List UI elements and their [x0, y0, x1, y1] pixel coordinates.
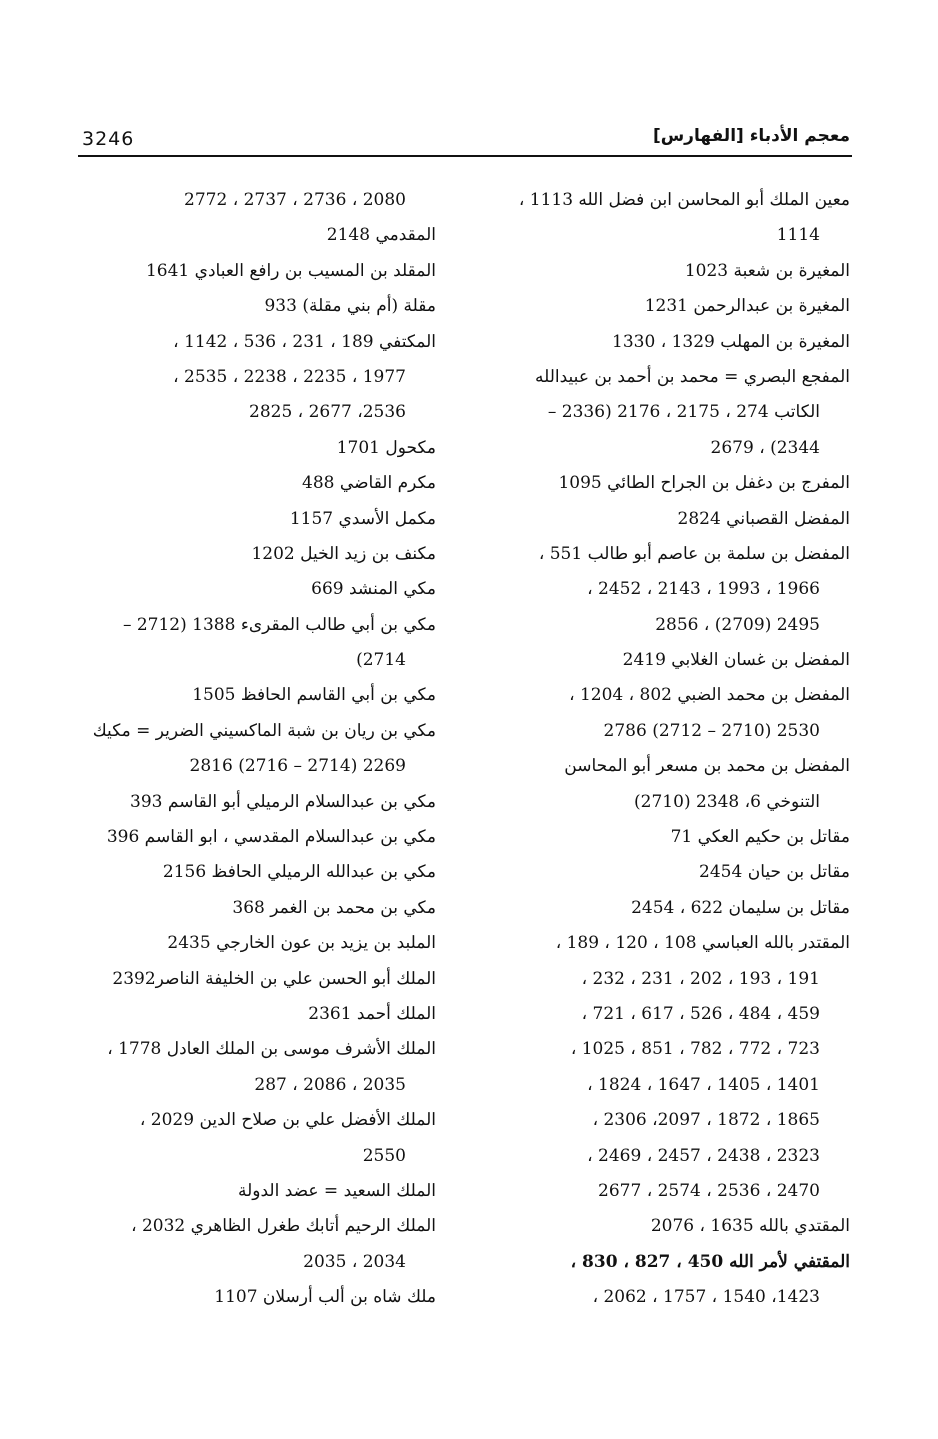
- index-entry: المفضل بن سلمة بن عاصم أبو طالب 551 ،: [538, 543, 850, 564]
- index-entry: المقتفي لأمر الله 450 ، 827 ، 830 ،: [570, 1251, 850, 1272]
- index-entry: المكتفي 189 ، 231 ، 536 ، 1142 ،: [173, 331, 436, 352]
- index-entry: الملك الأشرف موسى بن الملك العادل 1778 ،: [107, 1039, 436, 1060]
- index-entry: المفرج بن دغفل بن الجراح الطائي 1095: [558, 473, 850, 494]
- index-entry: مكي بن أبي طالب المقرىء 1388 (2712 –: [122, 614, 436, 635]
- index-entry: مقاتل بن حكيم العكي 71: [670, 827, 850, 848]
- index-entry: المفضل بن محمد الضبي 802 ، 1204 ،: [569, 685, 850, 706]
- index-entry: المفجع البصري = محمد بن أحمد بن عبيدالله: [534, 366, 850, 387]
- index-entry: مكحول 1701: [336, 437, 436, 458]
- index-entry-continuation: 1966 ، 1993 ، 2143 ، 2452 ،: [587, 579, 820, 600]
- index-entry-continuation: 2323 ، 2438 ، 2457 ، 2469 ،: [587, 1145, 820, 1166]
- index-entry: مكرم القاضي 488: [302, 473, 436, 494]
- index-entry-continuation: 2080 ، 2736 ، 2737 ، 2772: [184, 190, 406, 210]
- index-entry-continuation: 1865 ، 1872 ، 2097، 2306 ،: [592, 1110, 820, 1131]
- index-entry: مكي بن ريان بن شبة الماكسيني الضرير = مكيك: [92, 720, 436, 741]
- index-column-right: [496, 183, 850, 1316]
- running-title: معجم الأدباء [الفهارس]: [652, 126, 850, 146]
- index-entry-continuation: 2536، 2677 ، 2825: [249, 402, 406, 423]
- index-entry-continuation: 2550: [362, 1145, 406, 1166]
- page-number: 3246: [82, 128, 135, 150]
- index-entry: مكي بن عبدالله الرميلي الحافظ 2156: [162, 862, 436, 883]
- index-entry: مكي المنشد 669: [311, 579, 436, 600]
- index-entry-continuation: 191 ، 193 ، 202 ، 231 ، 232 ،: [581, 968, 820, 989]
- index-entry-continuation: 459 ، 484 ، 526 ، 617 ، 721 ،: [581, 1003, 820, 1024]
- index-entry: مكنف بن زيد الخيل 1202: [251, 543, 436, 564]
- index-entry: المقتدي بالله 1635 ، 2076: [650, 1216, 850, 1237]
- index-entry: مكي بن عبدالسلام المقدسي ، ابو القاسم 396: [106, 827, 436, 848]
- index-entry-continuation: 2714): [356, 650, 406, 671]
- index-entry: مقاتل بن حيان 2454: [699, 862, 850, 883]
- index-entry: المغيرة بن عبدالرحمن 1231: [644, 296, 850, 317]
- page-header: [82, 126, 850, 156]
- index-entry: مكي بن محمد بن الغمر 368: [232, 897, 436, 918]
- index-entry-continuation: 2530 (2710 – 2712) 2786: [603, 720, 820, 741]
- index-entry: الملك الأفضل علي بن صلاح الدين 2029 ،: [139, 1110, 436, 1131]
- index-entry: المقلد بن المسيب بن رافع العبادي 1641: [145, 260, 436, 281]
- index-entry: المغيرة بن شعبة 1023: [684, 260, 850, 281]
- index-entry: مكي بن عبدالسلام الرميلي أبو القاسم 393: [130, 791, 436, 812]
- index-entry-continuation: 1977 ، 2235 ، 2238 ، 2535 ،: [173, 366, 406, 387]
- index-entry: مقلة (أم بني مقلة) 933: [264, 296, 436, 317]
- index-entry-continuation: 1114: [776, 225, 820, 246]
- index-entry: المغيرة بن المهلب 1329 ، 1330: [612, 331, 850, 352]
- index-entry: المقدمي 2148: [326, 225, 436, 246]
- index-entry: الملك الرحيم أتابك طغرل الظاهري 2032 ،: [131, 1216, 436, 1237]
- index-entry-continuation: 2495 (2709) ، 2856: [655, 614, 820, 635]
- index-entry-continuation: التنوخي 6، 2348 (2710): [634, 791, 820, 812]
- index-entry: مكمل الأسدي 1157: [289, 508, 436, 529]
- index-entry: مقاتل بن سليمان 622 ، 2454: [631, 897, 850, 918]
- index-entry-continuation: 2035 ، 2086 ، 287: [254, 1074, 406, 1095]
- index-entry: ملك شاه بن ألب أرسلان 1107: [214, 1287, 436, 1308]
- index-entry-continuation: 2344) ، 2679: [710, 437, 820, 458]
- index-entry: الملبد بن يزيد بن عون الخارجي 2435: [167, 933, 436, 954]
- index-entry: الملك أبو الحسن علي بن الخليفة الناصر2392: [112, 968, 436, 989]
- index-entry: مكي بن أبي القاسم الحافظ 1505: [192, 685, 436, 706]
- index-entry-continuation: 723 ، 772 ، 782 ، 851 ، 1025 ،: [570, 1039, 820, 1060]
- index-entry: المفضل بن غسان الغلابي 2419: [622, 650, 850, 671]
- index-entry: المفضل القصباني 2824: [677, 508, 850, 529]
- index-entry-continuation: 2034 ، 2035: [303, 1251, 406, 1272]
- index-entry-continuation: الكاتب 274 ، 2175 ، 2176 (2336 –: [547, 402, 820, 423]
- index-entry: الملك أحمد 2361: [308, 1003, 436, 1024]
- index-entry-continuation: 1423، 1540 ، 1757 ، 2062 ،: [592, 1287, 820, 1308]
- header-rule: [78, 155, 852, 157]
- index-entry-continuation: 2269 (2714 – 2716) 2816: [189, 756, 406, 777]
- index-entry: الملك السعيد = عضد الدولة: [237, 1180, 436, 1201]
- index-entry: معين الملك أبو المحاسن ابن فضل الله 1113 ،: [518, 190, 850, 210]
- index-entry-continuation: 1401 ، 1405 ، 1647 ، 1824 ،: [587, 1074, 820, 1095]
- index-column-left: [78, 183, 436, 1316]
- index-entry-continuation: 2470 ، 2536 ، 2574 ، 2677: [598, 1180, 820, 1201]
- index-entry: المقتدر بالله العباسي 108 ، 120 ، 189 ،: [555, 933, 850, 954]
- index-entry: المفضل بن محمد بن مسعر أبو المحاسن: [564, 756, 850, 777]
